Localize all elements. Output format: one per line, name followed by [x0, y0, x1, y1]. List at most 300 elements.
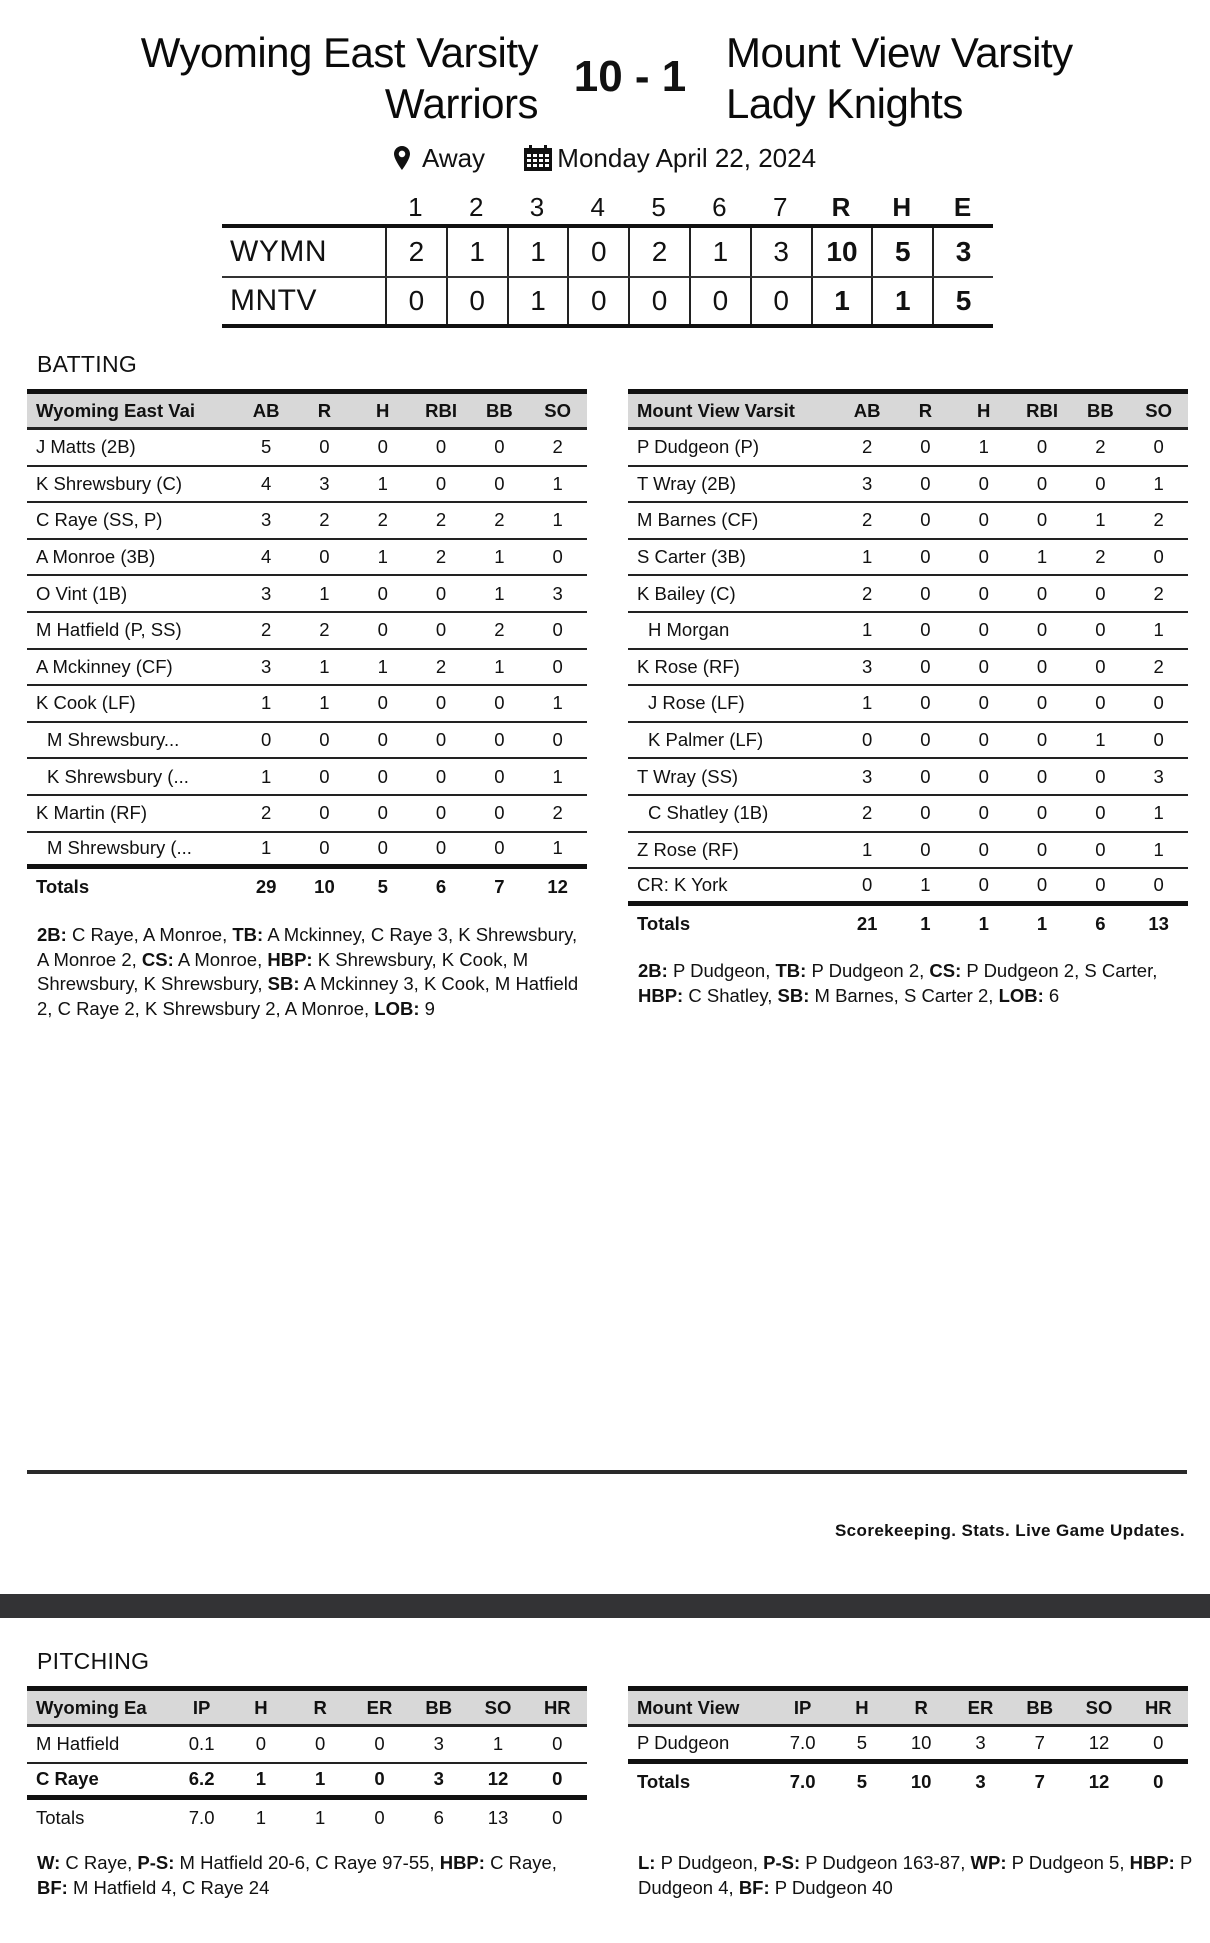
stat-bb: 0: [494, 692, 505, 714]
home-team-name-line1: Mount View Varsity: [726, 29, 1073, 76]
player-name: T Wray (SS): [637, 765, 739, 787]
note-text: 6: [1043, 984, 1060, 1006]
table-row: [27, 833, 587, 870]
stat-bb: 2: [1095, 436, 1106, 458]
totals-label: Totals: [36, 1807, 85, 1829]
stat-bb: 3: [433, 1733, 444, 1755]
total-rbi: 1: [1036, 913, 1048, 935]
linescore-cell: 1: [507, 228, 568, 276]
note-key: HBP:: [638, 984, 684, 1006]
stat-h: 0: [978, 472, 989, 494]
linescore-cell: 0: [567, 278, 628, 324]
batting-table-home: [628, 389, 1188, 942]
linescore-col-inning-5: 5: [651, 191, 666, 222]
note-key: WP:: [970, 1852, 1007, 1873]
away-team-name-line2: Warriors: [384, 80, 538, 127]
stat-h: 0: [978, 729, 989, 751]
linescore-team-abbr: MNTV: [230, 284, 317, 317]
note-text: C Shatley,: [683, 984, 778, 1006]
note-key: CS:: [141, 948, 174, 970]
table-row: [628, 430, 1188, 467]
player-name: K Bailey (C): [637, 582, 736, 604]
stat-bb: 0: [1095, 692, 1106, 714]
total-er: 0: [374, 1807, 385, 1829]
stat-ab: 3: [862, 765, 873, 787]
column-header-r: R: [918, 399, 933, 421]
note-text: M Hatfield 20-6, C Raye 97-55,: [174, 1852, 440, 1873]
total-er: 3: [975, 1770, 986, 1792]
stat-ab: 1: [261, 692, 272, 714]
stat-er: 0: [374, 1733, 385, 1755]
player-name: K Shrewsbury (C): [36, 472, 182, 494]
stat-so: 0: [1153, 729, 1164, 751]
stat-h: 0: [978, 582, 989, 604]
total-ab: 29: [255, 876, 277, 898]
stat-rbi: 0: [435, 765, 447, 787]
total-ip: 7.0: [789, 1770, 816, 1792]
stat-rbi: 0: [1036, 873, 1048, 895]
stat-r: 1: [315, 1768, 326, 1790]
total-hr: 0: [1153, 1770, 1164, 1792]
stat-ab: 0: [862, 873, 873, 895]
table-row: [27, 1727, 587, 1764]
stat-so: 0: [552, 619, 563, 641]
team-column-header: Mount View: [637, 1696, 740, 1718]
note-key: BF:: [738, 1876, 770, 1898]
table-row: [27, 613, 587, 650]
linescore-col-inning-1: 1: [408, 191, 423, 222]
column-header-so: SO: [544, 399, 571, 421]
column-header-h: H: [977, 399, 991, 421]
stat-h: 0: [377, 582, 388, 604]
stat-so: 0: [1153, 873, 1164, 895]
stat-ab: 3: [261, 582, 272, 604]
stat-ab: 0: [862, 729, 873, 751]
stat-bb: 0: [1095, 655, 1106, 677]
stat-so: 0: [1153, 546, 1164, 568]
linescore-col-inning-7: 7: [772, 191, 788, 222]
total-bb: 7: [1034, 1770, 1045, 1792]
linescore-cell: 10: [811, 228, 872, 276]
table-row: [628, 869, 1188, 906]
stat-bb: 0: [1095, 582, 1106, 604]
stat-ab: 2: [261, 802, 272, 824]
note-text: A Mckinney 3, K Cook, M Hatfield 2, C Raye 2, K Shrewsbury 2, A Monroe,: [37, 973, 579, 1019]
note-key: LOB:: [374, 997, 420, 1019]
note-text: P Dudgeon 4,: [638, 1852, 1192, 1898]
note-text: P Dudgeon 5,: [1006, 1852, 1130, 1873]
total-r: 10: [910, 1770, 932, 1792]
stat-bb: 0: [494, 472, 505, 494]
stat-er: 3: [975, 1731, 986, 1753]
linescore: [222, 190, 993, 328]
stat-hr: 0: [552, 1733, 563, 1755]
stat-r: 0: [319, 765, 330, 787]
table-header-row: [27, 394, 587, 430]
player-name: J Matts (2B): [36, 436, 136, 458]
batting-table-away: [27, 389, 587, 906]
stat-ab: 4: [261, 472, 272, 494]
total-ip: 7.0: [188, 1807, 215, 1829]
stat-ab: 1: [261, 837, 272, 859]
stat-bb: 0: [494, 802, 505, 824]
section-divider: [27, 1470, 1187, 1474]
stat-r: 10: [910, 1731, 932, 1753]
location-info: [394, 142, 485, 174]
stat-so: 12: [1088, 1731, 1110, 1753]
stat-r: 0: [920, 619, 931, 641]
linescore-body: [222, 224, 993, 328]
player-name: P Dudgeon: [637, 1731, 730, 1753]
totals-row: [628, 906, 1188, 943]
table-header-row: [628, 394, 1188, 430]
stat-h: 0: [978, 619, 989, 641]
linescore-col-inning-2: 2: [468, 191, 484, 222]
stat-ab: 0: [261, 729, 272, 751]
stat-rbi: 0: [1036, 729, 1048, 751]
stat-so: 2: [1153, 582, 1164, 604]
note-text: P Dudgeon 163-87,: [800, 1852, 971, 1873]
stat-r: 0: [920, 729, 931, 751]
stat-h: 0: [978, 655, 989, 677]
column-header-so: SO: [1145, 399, 1172, 421]
total-hr: 0: [552, 1807, 563, 1829]
stat-h: 0: [377, 837, 388, 859]
pitching-table-home: [628, 1686, 1188, 1800]
stat-h: 0: [377, 802, 388, 824]
stat-h: 0: [978, 692, 989, 714]
stat-r: 0: [920, 692, 931, 714]
stat-so: 1: [552, 472, 563, 494]
stat-bb: 1: [494, 582, 505, 604]
stat-bb: 1: [1095, 509, 1106, 531]
stat-rbi: 0: [435, 436, 447, 458]
calendar-icon: [524, 145, 552, 171]
column-header-bb: BB: [1086, 399, 1114, 421]
stat-r: 0: [920, 582, 931, 604]
total-bb: 7: [494, 876, 505, 898]
stat-rbi: 1: [1036, 546, 1048, 568]
total-ab: 21: [856, 913, 878, 935]
stat-r: 0: [920, 838, 931, 860]
linescore-col-hits: H: [892, 191, 912, 222]
date-label: Monday April 22, 2024: [557, 143, 817, 174]
column-header-er: ER: [366, 1696, 393, 1718]
total-so: 12: [1088, 1770, 1110, 1792]
stat-so: 2: [552, 802, 563, 824]
total-so: 12: [547, 876, 568, 898]
linescore-cell: 2: [628, 228, 689, 276]
player-name: A Mckinney (CF): [36, 655, 173, 677]
note-key: TB:: [232, 924, 264, 945]
stat-r: 0: [319, 436, 330, 458]
stat-ab: 3: [261, 655, 272, 677]
totals-row: [628, 1764, 1188, 1801]
linescore-cell: 1: [871, 278, 932, 324]
stat-h: 0: [377, 692, 388, 714]
stat-ab: 2: [862, 802, 873, 824]
totals-row: [27, 1800, 587, 1837]
table-row: [27, 467, 587, 504]
stat-h: 0: [377, 619, 388, 641]
player-name: M Shrewsbury...: [47, 729, 180, 751]
player-name: M Hatfield: [36, 1733, 120, 1755]
stat-r: 0: [319, 802, 330, 824]
linescore-cell: 3: [750, 228, 811, 276]
total-r: 10: [314, 876, 335, 898]
stat-h: 0: [377, 436, 388, 458]
linescore-header: [222, 190, 993, 224]
total-h: 5: [377, 876, 388, 898]
table-row: [27, 503, 587, 540]
stat-er: 0: [374, 1768, 385, 1790]
game-info: [0, 140, 1210, 174]
team-column-header: Mount View Varsit: [637, 399, 795, 421]
note-text: A Mckinney, C Raye 3, K Shrewsbury, A Monroe 2,: [37, 924, 578, 970]
stat-r: 0: [319, 729, 330, 751]
stat-ab: 2: [261, 619, 272, 641]
column-header-rbi: RBI: [425, 399, 457, 421]
column-header-r: R: [317, 399, 332, 421]
note-key: W:: [37, 1852, 61, 1873]
note-text: M Barnes, S Carter 2,: [809, 984, 999, 1006]
stat-r: 0: [920, 546, 931, 568]
player-name: M Barnes (CF): [637, 509, 759, 531]
stat-bb: 0: [1095, 873, 1106, 895]
pitching-notes-away: [37, 1851, 592, 1900]
note-text: 9: [419, 997, 435, 1019]
stat-bb: 0: [494, 436, 505, 458]
stat-h: 0: [978, 802, 989, 824]
stat-so: 0: [552, 546, 563, 568]
player-name: K Palmer (LF): [648, 729, 764, 751]
stat-h: 0: [978, 765, 989, 787]
stat-ab: 1: [261, 765, 272, 787]
stat-so: 1: [552, 837, 563, 859]
stat-r: 0: [319, 546, 330, 568]
player-name: K Cook (LF): [36, 692, 136, 714]
totals-label: Totals: [36, 876, 90, 898]
stat-r: 0: [315, 1733, 326, 1755]
stat-so: 12: [487, 1768, 509, 1790]
linescore-cell: 1: [507, 278, 568, 324]
player-name: K Martin (RF): [36, 802, 147, 824]
stat-so: 0: [552, 655, 563, 677]
stat-rbi: 0: [435, 472, 447, 494]
column-header-bb: BB: [485, 399, 513, 421]
note-text: C Raye,: [60, 1852, 138, 1873]
stat-h: 1: [377, 655, 388, 677]
stat-ab: 4: [261, 546, 272, 568]
stat-ab: 5: [261, 436, 272, 458]
final-score: 10 - 1: [573, 52, 687, 101]
stat-r: 0: [920, 802, 931, 824]
stat-bb: 1: [1095, 729, 1106, 751]
stat-rbi: 0: [435, 729, 447, 751]
batting-section-label: BATTING: [37, 351, 138, 377]
stat-bb: 0: [1095, 802, 1106, 824]
stat-rbi: 0: [1036, 472, 1048, 494]
stat-ab: 2: [862, 436, 873, 458]
stat-r: 1: [319, 582, 330, 604]
note-key: LOB:: [998, 984, 1044, 1006]
stat-bb: 2: [494, 509, 505, 531]
table-row: [628, 796, 1188, 833]
player-name: C Shatley (1B): [648, 802, 769, 824]
stat-hr: 0: [552, 1768, 563, 1790]
linescore-cell: 1: [689, 228, 750, 276]
note-text: M Hatfield 4, C Raye 24: [67, 1876, 270, 1898]
total-so: 13: [1148, 913, 1169, 935]
stat-h: 0: [377, 765, 388, 787]
stat-r: 0: [920, 472, 931, 494]
player-name: C Raye (SS, P): [36, 509, 163, 531]
map-pin-icon: [394, 146, 410, 170]
player-name: Z Rose (RF): [637, 838, 739, 860]
note-key: 2B:: [37, 924, 67, 945]
stat-r: 2: [319, 619, 330, 641]
total-rbi: 6: [435, 876, 447, 898]
player-name: C Raye: [36, 1768, 99, 1790]
total-h: 1: [255, 1807, 267, 1829]
table-row: [27, 430, 587, 467]
stat-h: 0: [255, 1733, 267, 1755]
note-text: P Dudgeon,: [655, 1852, 764, 1873]
linescore-col-inning-6: 6: [712, 191, 727, 222]
column-header-hr: HR: [543, 1696, 571, 1718]
linescore-cell: 0: [628, 278, 689, 324]
stat-so: 1: [1153, 838, 1164, 860]
table-row: [628, 576, 1188, 613]
column-header-ab: AB: [252, 399, 280, 421]
stat-rbi: 0: [1036, 655, 1048, 677]
table-row: [27, 723, 587, 760]
stat-ab: 1: [862, 692, 873, 714]
stat-ab: 2: [862, 582, 873, 604]
linescore-team-abbr: WYMN: [230, 235, 327, 268]
stat-bb: 0: [494, 729, 505, 751]
total-bb: 6: [433, 1807, 444, 1829]
stat-h: 1: [978, 436, 989, 458]
stat-so: 3: [1153, 765, 1164, 787]
stat-h: 1: [255, 1768, 267, 1790]
stat-h: 0: [978, 509, 989, 531]
note-text: P Dudgeon,: [667, 960, 776, 981]
stat-ip: 7.0: [789, 1731, 816, 1753]
stat-bb: 0: [1095, 472, 1106, 494]
column-header-bb: BB: [1026, 1696, 1054, 1718]
linescore-cell: 0: [689, 278, 750, 324]
pitching-table-away: [27, 1686, 587, 1837]
column-header-bb: BB: [425, 1696, 453, 1718]
column-header-h: H: [254, 1696, 268, 1718]
linescore-cell: 5: [932, 278, 993, 324]
stat-so: 0: [1153, 436, 1164, 458]
note-text: K Shrewsbury, K Cook, M Shrewsbury, K Shrewsbury,: [37, 948, 529, 994]
stat-r: 1: [319, 655, 330, 677]
linescore-cell: 0: [750, 278, 811, 324]
stat-ab: 3: [261, 509, 272, 531]
stat-h: 0: [978, 873, 989, 895]
stat-ab: 1: [862, 838, 873, 860]
table-row: [628, 686, 1188, 723]
note-key: P-S:: [137, 1852, 175, 1873]
table-row: [27, 686, 587, 723]
table-header-row: [27, 1691, 587, 1727]
page-break-band: [0, 1594, 1210, 1618]
totals-row: [27, 869, 587, 906]
stat-bb: 1: [494, 546, 505, 568]
note-text: P Dudgeon 2,: [806, 960, 930, 981]
location-label: Away: [421, 143, 486, 174]
column-header-h: H: [855, 1696, 869, 1718]
total-so: 13: [487, 1807, 509, 1829]
table-row: [27, 540, 587, 577]
linescore-cell: 1: [811, 278, 872, 324]
table-row: [628, 759, 1188, 796]
stat-bb: 0: [1095, 765, 1106, 787]
away-team-name-line1: Wyoming East Varsity: [140, 29, 538, 76]
total-bb: 6: [1095, 913, 1106, 935]
footer-tagline: Scorekeeping. Stats. Live Game Updates.: [834, 1521, 1185, 1540]
stat-r: 0: [319, 837, 330, 859]
player-name: M Hatfield (P, SS): [36, 619, 182, 641]
stat-rbi: 0: [435, 802, 447, 824]
player-name: T Wray (2B): [637, 472, 737, 494]
totals-label: Totals: [637, 1770, 691, 1792]
stat-ab: 1: [862, 546, 873, 568]
column-header-r: R: [914, 1696, 928, 1718]
pitching-section-label: PITCHING: [37, 1648, 150, 1674]
team-column-header: Wyoming Ea: [36, 1696, 147, 1718]
table-row: [27, 796, 587, 833]
stat-ip: 6.2: [188, 1768, 215, 1790]
note-key: SB:: [777, 984, 810, 1006]
stat-so: 2: [1153, 509, 1164, 531]
table-row: [628, 613, 1188, 650]
stat-rbi: 0: [1036, 765, 1048, 787]
table-row: [628, 650, 1188, 687]
batting-notes-home: [638, 959, 1193, 1008]
stat-rbi: 0: [435, 837, 447, 859]
player-name: CR: K York: [637, 873, 728, 895]
stat-so: 1: [552, 765, 563, 787]
column-header-ip: IP: [793, 1696, 812, 1718]
note-key: HBP:: [267, 948, 313, 970]
linescore-cell: 2: [385, 228, 446, 276]
stat-bb: 3: [433, 1768, 444, 1790]
stat-so: 0: [552, 729, 563, 751]
stat-rbi: 0: [435, 582, 447, 604]
stat-so: 1: [1153, 802, 1164, 824]
stat-h: 0: [978, 546, 989, 568]
stat-so: 3: [552, 582, 563, 604]
stat-so: 1: [492, 1733, 504, 1755]
stat-rbi: 0: [1036, 838, 1048, 860]
stat-so: 0: [1153, 692, 1164, 714]
stat-hr: 0: [1153, 1731, 1164, 1753]
linescore-col-inning-3: 3: [529, 191, 545, 222]
stat-h: 2: [377, 509, 388, 531]
note-key: BF:: [37, 1876, 68, 1898]
stat-so: 1: [1153, 472, 1164, 494]
stat-ab: 3: [862, 472, 873, 494]
stat-h: 1: [377, 472, 388, 494]
player-name: O Vint (1B): [36, 582, 128, 604]
column-header-ip: IP: [192, 1696, 211, 1718]
table-header-row: [628, 1691, 1188, 1727]
stat-ab: 1: [862, 619, 873, 641]
